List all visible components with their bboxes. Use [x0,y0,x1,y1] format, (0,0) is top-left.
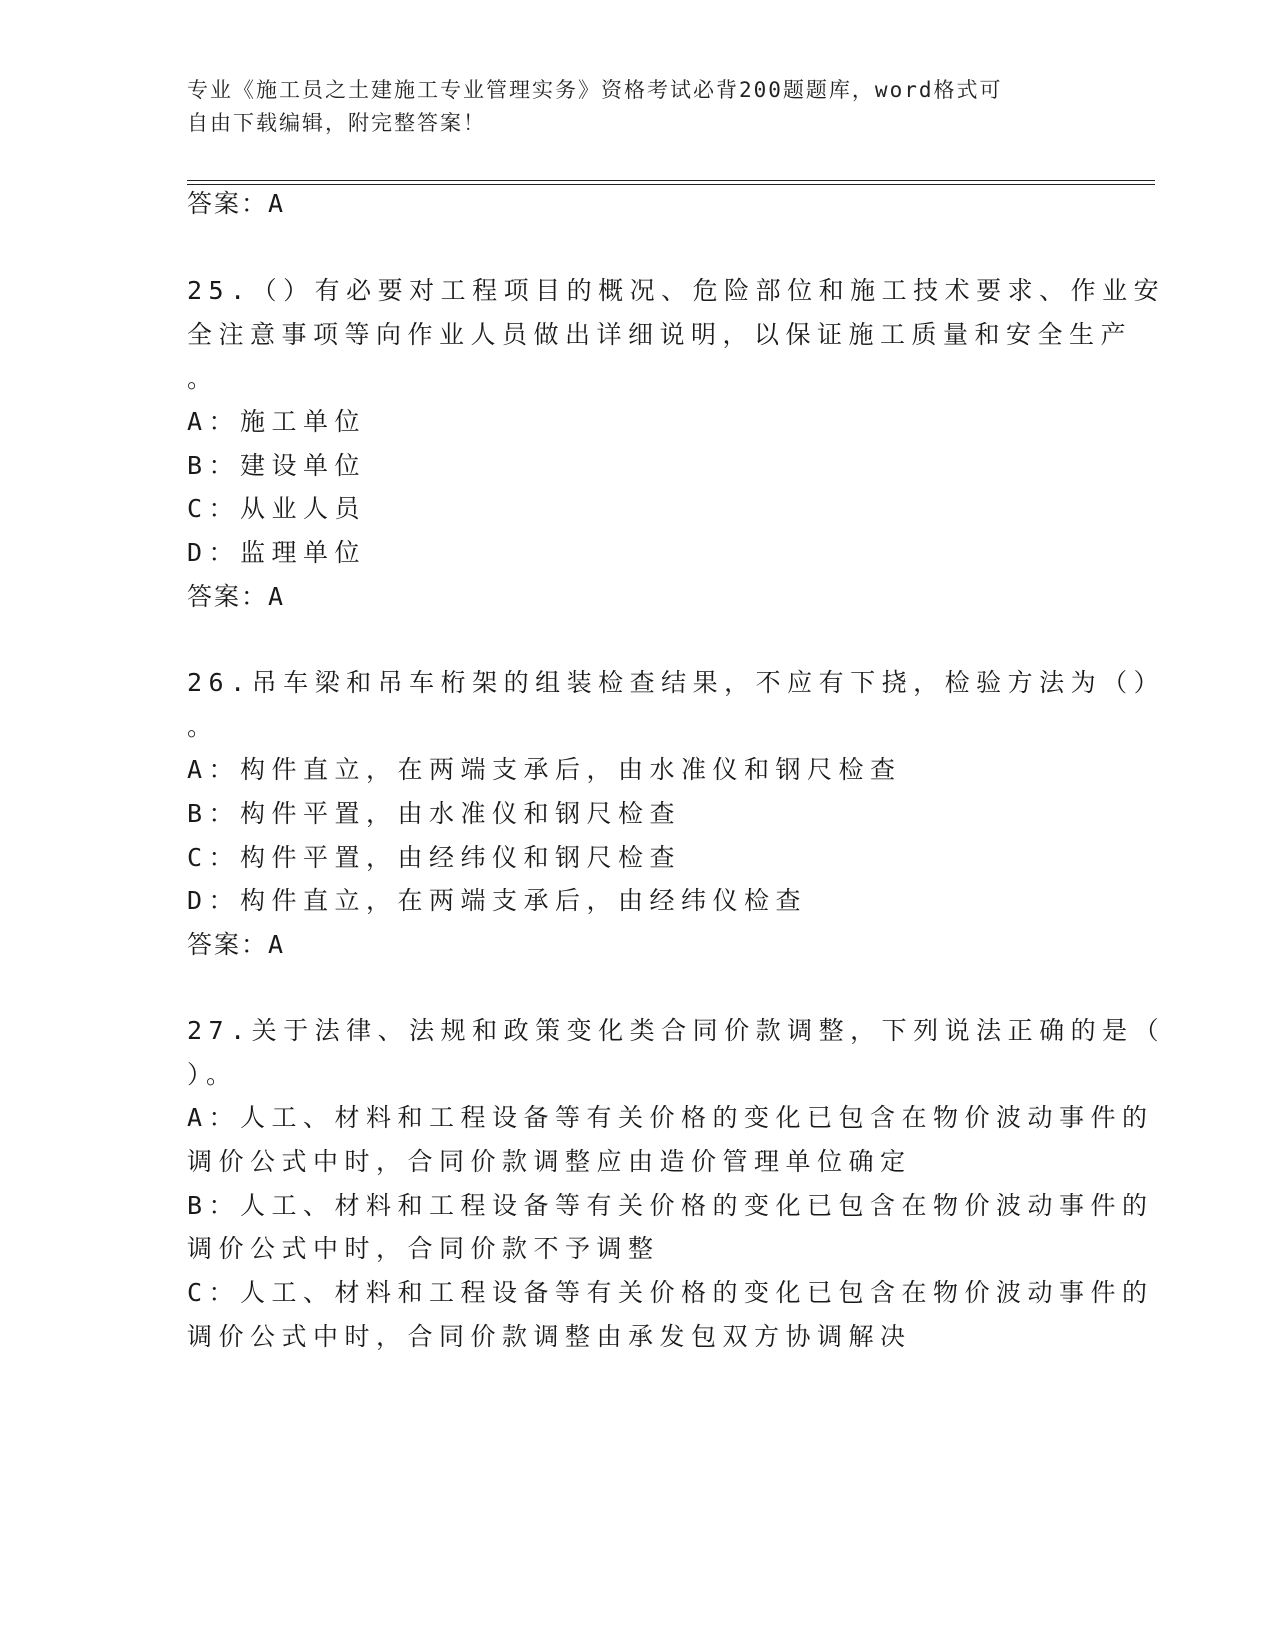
question-27-option-b-line-1: B：人工、材料和工程设备等有关价格的变化已包含在物价波动事件的 [187,1191,1154,1220]
question-26-text-line-2: 。 [187,712,219,741]
question-25-text-line-2: 全注意事项等向作业人员做出详细说明，以保证施工质量和安全生产 [187,320,1133,349]
question-26-text-line-1: 26.吊车梁和吊车桁架的组装检查结果，不应有下挠，检验方法为（） [187,668,1166,697]
question-27-option-a-line-2: 调价公式中时，合同价款调整应由造价管理单位确定 [187,1147,912,1176]
question-27-option-c-line-2: 调价公式中时，合同价款调整由承发包双方协调解决 [187,1322,912,1351]
question-27-option-b-line-2: 调价公式中时，合同价款不予调整 [187,1234,660,1263]
answer-previous: 答案：A [187,189,286,218]
question-25-text-line-1: 25.（）有必要对工程项目的概况、危险部位和施工技术要求、作业安 [187,276,1166,305]
question-25-option-b: B：建设单位 [187,451,367,480]
question-25-answer: 答案：A [187,582,286,611]
header-divider-top [187,180,1155,181]
question-25-text-line-3: 。 [187,364,219,393]
question-27-option-c-line-1: C：人工、材料和工程设备等有关价格的变化已包含在物价波动事件的 [187,1278,1154,1307]
question-26-answer: 答案：A [187,930,286,959]
document-header [187,74,1067,140]
question-27-text-line-2: ）。 [187,1060,238,1089]
question-26-option-d: D：构件直立，在两端支承后，由经纬仪检查 [187,886,808,915]
question-27-option-a-line-1: A：人工、材料和工程设备等有关价格的变化已包含在物价波动事件的 [187,1103,1154,1132]
question-26-option-a: A：构件直立，在两端支承后，由水准仪和钢尺检查 [187,755,902,784]
question-25-option-d: D：监理单位 [187,538,367,567]
question-25-option-c: C：从业人员 [187,494,367,523]
question-26-option-c: C：构件平置，由经纬仪和钢尺检查 [187,843,682,872]
question-26-option-b: B：构件平置，由水准仪和钢尺检查 [187,799,682,828]
question-27-text-line-1: 27.关于法律、法规和政策变化类合同价款调整，下列说法正确的是（ [187,1016,1166,1045]
header-divider-bottom [187,184,1155,185]
header-line-2: 自由下载编辑，附完整答案！ [187,111,486,135]
question-25-option-a: A：施工单位 [187,407,367,436]
header-line-1: 专业《施工员之土建施工专业管理实务》资格考试必背200题题库，word格式可 [187,78,1003,102]
